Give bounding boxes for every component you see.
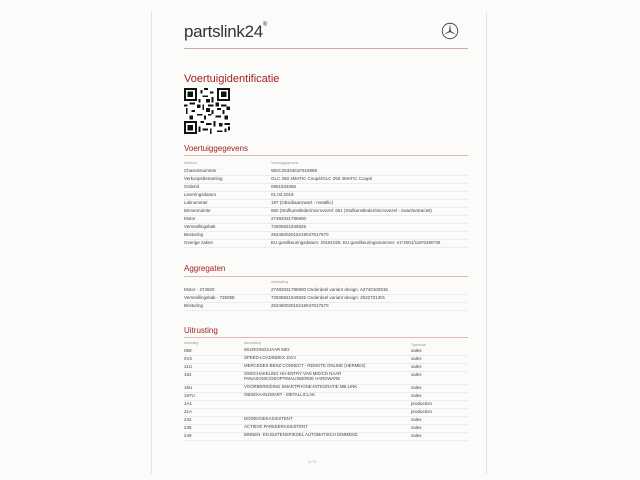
option-code: 21A — [184, 409, 193, 414]
table-row — [184, 401, 468, 409]
option-description: VOORBEREIDING SMARTPHONE-INTEGRATIE MB-LINK — [244, 384, 358, 389]
page-frame-left — [151, 12, 152, 474]
table-row — [184, 200, 468, 208]
option-type: sales — [411, 356, 422, 361]
table-row — [184, 348, 468, 356]
row-label: Laknummer — [184, 200, 208, 205]
table-row — [184, 176, 468, 184]
row-label: Motor - 274920 — [184, 287, 215, 292]
row-label: Orderid — [184, 184, 200, 189]
table-row — [184, 232, 468, 240]
page-number: 1 / 4 — [308, 459, 316, 464]
page-frame-right — [486, 12, 487, 474]
table-row — [184, 184, 468, 192]
vehicle-section-divider — [184, 155, 468, 156]
table-row — [184, 240, 468, 248]
option-code: 11U — [184, 364, 192, 369]
table-row — [184, 208, 468, 216]
option-code: 235 — [184, 425, 192, 430]
option-code: 249 — [184, 433, 192, 438]
table-row — [184, 168, 468, 176]
option-code: 0V2 — [184, 356, 193, 361]
option-code: 234 — [184, 417, 192, 422]
table-row — [184, 303, 468, 311]
aggregates-section-divider — [184, 276, 468, 277]
equipment-section-divider — [184, 337, 468, 338]
option-description: OMSCHAKELING HU-ENTRY VAN MID/CD NAAR PANASONIC/GEOPTIMALISEERDE HARDWARE — [244, 371, 342, 381]
row-label: Besturing — [184, 303, 204, 308]
row-label: Versnellingsbak - 725058 — [184, 295, 235, 300]
table-row — [184, 192, 468, 200]
page-title: Voertuigidentificatie — [184, 73, 280, 85]
option-description: DODEHOEKASSISTENT — [244, 416, 293, 421]
table-row — [184, 409, 468, 417]
table-row — [184, 433, 468, 441]
option-description: OBSIDIAANZWART - METALLICLAK — [244, 392, 315, 397]
mercedes-star-icon — [441, 22, 459, 40]
partslink24-logo: partslink24® — [184, 22, 268, 41]
row-label: Besturing — [184, 232, 204, 237]
row-value: EU goedkeuringsdatum: 20181026. EU goedkeuringsnummer: e1*2001/116*0480*30 — [271, 240, 441, 245]
row-value: 72505821945925 Onderdeel variant design: 2532701301 — [271, 295, 386, 300]
row-label: Versnellingsbak — [184, 224, 216, 229]
vehicle-col-value: Voertuiggegevens — [271, 161, 299, 165]
row-value: 197 (Obsidiaanzwart - metallic) — [271, 200, 334, 205]
option-code: 154 — [184, 372, 192, 377]
option-type: production — [411, 401, 433, 406]
option-type: sales — [411, 393, 422, 398]
option-type: sales — [411, 417, 422, 422]
row-value: 27492031796900 Onderdeel variant design: A2740102915 — [271, 287, 388, 292]
row-label: Motor — [184, 216, 196, 221]
option-type: sales — [411, 372, 422, 377]
row-value: 01.03.2019 — [271, 192, 294, 197]
row-label: Leveringsdatum — [184, 192, 217, 197]
qr-code — [184, 88, 230, 134]
option-description: WIJZIGINGSJAAR 68/2 — [244, 347, 290, 352]
row-value: GLC 250 4MATIC Coupé/GLC 250 4MATIC Coupé — [271, 176, 373, 181]
equipment-section-title: Uitrusting — [184, 326, 218, 335]
table-row — [184, 385, 468, 393]
option-type: sales — [411, 433, 422, 438]
table-row — [184, 216, 468, 224]
row-value: WDC2533461F618988 — [271, 168, 318, 173]
option-type: sales — [411, 385, 422, 390]
table-row — [184, 417, 468, 425]
option-code: 059 — [184, 348, 192, 353]
aggregates-col-value: Aanduiding — [271, 280, 288, 284]
option-type: sales — [411, 348, 422, 353]
option-code: 197U — [184, 393, 195, 398]
option-type: sales — [411, 364, 422, 369]
row-value: 25346002015219047617670 — [271, 303, 329, 308]
table-row — [184, 224, 468, 232]
option-type: production — [411, 409, 433, 414]
equipment-col-code: Uitrusting — [184, 341, 199, 345]
table-row — [184, 295, 468, 303]
equipment-col-description: Aanduiding — [244, 341, 261, 345]
row-value: 650 (Stofkunstleder/microvezel: 651 (Stofkunstleder/microvezel - zwart/antraciet) — [271, 208, 432, 213]
option-code: 15U — [184, 385, 193, 390]
row-value: 25346002015219047617670 — [271, 232, 329, 237]
vehicle-col-attribute: Attribuut — [184, 161, 197, 165]
option-code: 1A1 — [184, 401, 193, 406]
row-label: Binnenruimte — [184, 208, 211, 213]
option-description: SPEED-LOADINDEX 101V — [244, 355, 297, 360]
table-row — [184, 393, 468, 401]
vehicle-section-title: Voertuiggegevens — [184, 144, 249, 153]
option-type: sales — [411, 425, 422, 430]
aggregates-section-title: Aggregaten — [184, 264, 226, 273]
option-description: MERCEDES-BENZ CONNECT - REMOTE ONLINE (HERMES) — [244, 363, 366, 368]
table-row — [184, 287, 468, 295]
option-description: ACTIEVE PARKEERASSISTENT — [244, 424, 308, 429]
equipment-col-typecode: Typecode — [411, 343, 426, 347]
header-divider — [184, 48, 468, 49]
row-value: 72505821945925 — [271, 224, 307, 229]
row-label: Verkoopsbenaming — [184, 176, 223, 181]
row-label: Chassisnummer — [184, 168, 217, 173]
row-value: 0951534065 — [271, 184, 297, 189]
option-description: BINNEN- EN BUITENSPIEGEL AUTOMATISCH DIMMEND — [244, 432, 358, 437]
row-value: 27492031796900 — [271, 216, 307, 221]
row-label: Overige zaken — [184, 240, 214, 245]
